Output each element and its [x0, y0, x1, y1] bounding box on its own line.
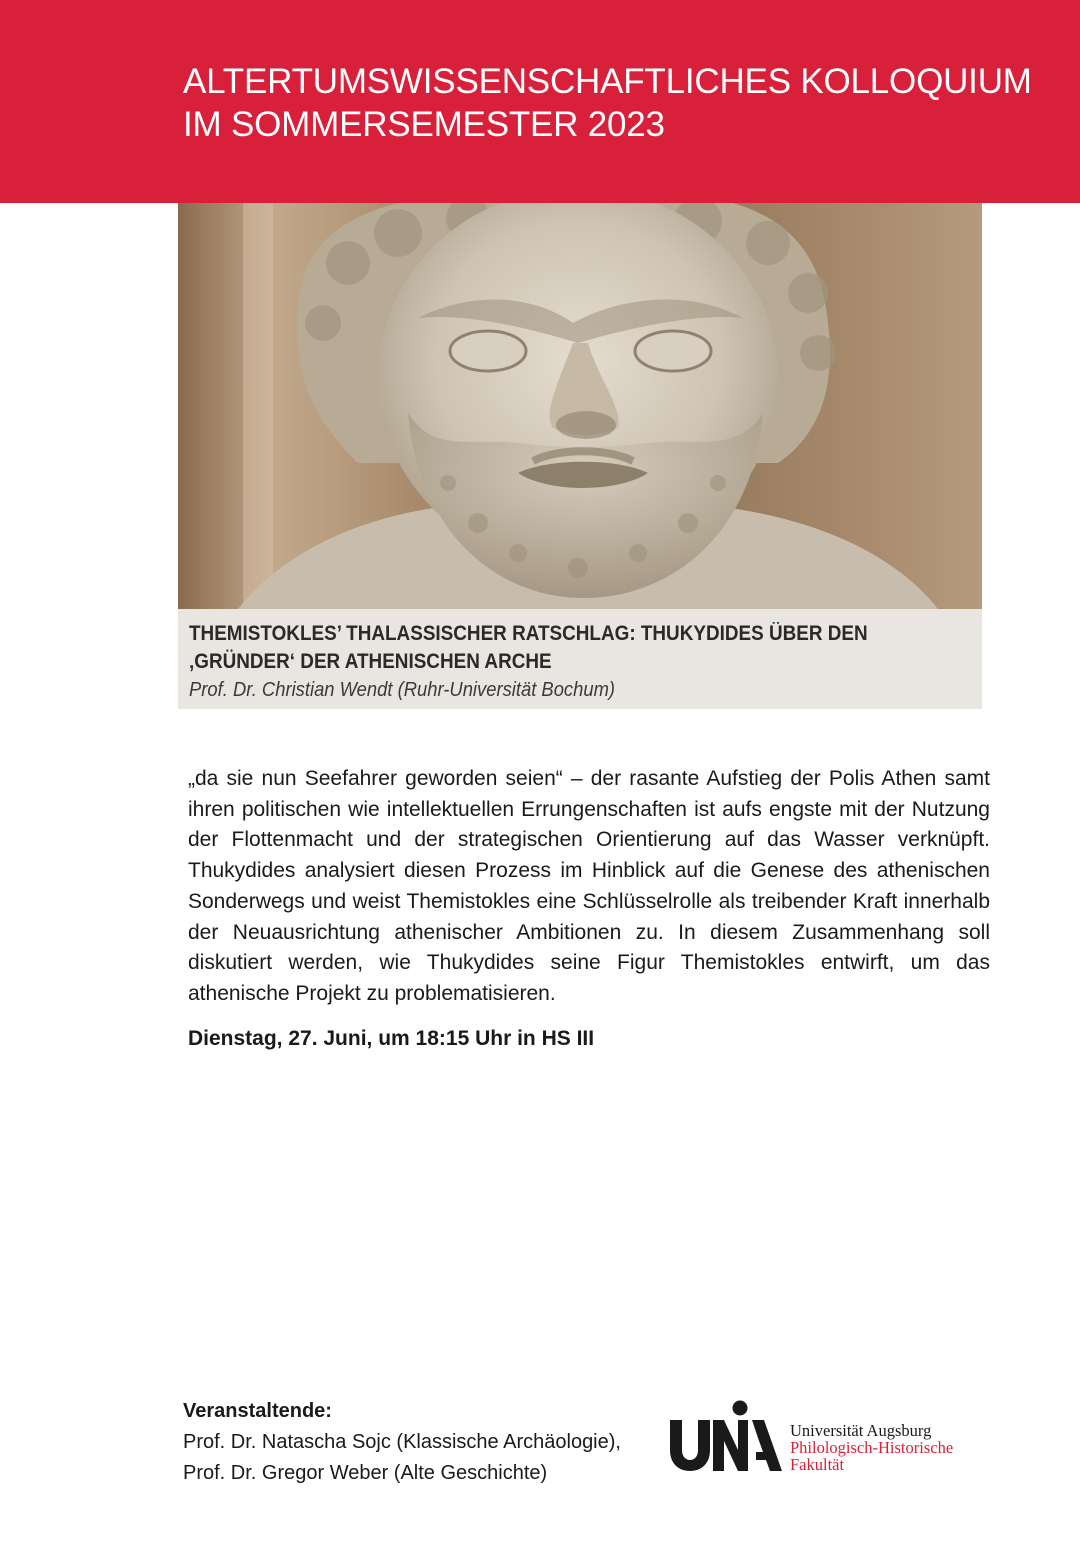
bust-photo — [178, 203, 982, 609]
header-banner — [0, 0, 1080, 203]
faculty-name-line2: Fakultät — [790, 1455, 845, 1474]
colloquium-title — [183, 60, 1032, 146]
university-text — [790, 1422, 953, 1473]
speaker: Prof. Dr. Christian Wendt (Ruhr-Universität Bochum) — [189, 679, 616, 701]
talk-abstract: „da sie nun Seefahrer geworden seien“ – der rasante Aufstieg der Polis Athen samt ihren politischen wie intellektuellen Errungenschaften ist aufs engste mit der Nutzung der Flottenmacht und der strategischen Orientierung auf das Wasser verknüpft. Thukydides analysiert diesen Prozess im Hinblick auf die Genese des athenischen Sonderwegs und weist Themistokles eine Schlüsselrolle als treibender Kraft innerhalb der Neuausrichtung athenischer Ambitionen zu. In diesem Zusammenhang soll diskutiert werden, wie Thukydides seine Figur Themistokles entwirft, um das athenische Projekt zu problematisieren. — [188, 767, 990, 1005]
unia-logo-mark — [668, 1400, 783, 1472]
talk-title-line1: THEMISTOKLES’ THALASSISCHER RATSCHLAG: THUKYDIDES ÜBER DEN — [189, 622, 868, 645]
talk-title — [189, 620, 891, 676]
university-logo — [668, 1400, 968, 1480]
colloquium-title-line2: IM SOMMERSEMESTER 2023 — [183, 105, 665, 144]
event-date-time-location: Dienstag, 27. Juni, um 18:15 Uhr in HS III — [188, 1027, 595, 1050]
talk-caption — [178, 609, 982, 709]
faculty-name-line1: Philologisch-Historische — [790, 1438, 954, 1457]
organizer-item: Prof. Dr. Gregor Weber (Alte Geschichte) — [183, 1462, 548, 1484]
bust-illustration — [178, 203, 982, 609]
university-name: Universität Augsburg — [790, 1421, 932, 1440]
organizers — [183, 1396, 653, 1489]
colloquium-title-line1: ALTERTUMSWISSENSCHAFTLICHES KOLLOQUIUM — [183, 62, 1032, 101]
talk-title-line2: ‚GRÜNDER‘ DER ATHENISCHEN ARCHE — [189, 650, 552, 673]
organizers-label: Veranstaltende: — [183, 1400, 332, 1422]
organizer-item: Prof. Dr. Natascha Sojc (Klassische Archäologie), — [183, 1431, 621, 1453]
